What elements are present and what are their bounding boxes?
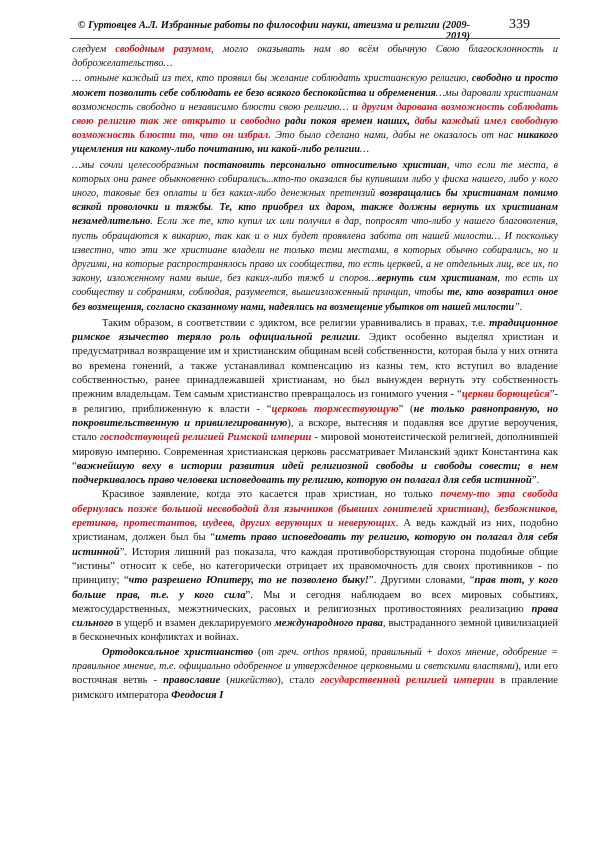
emphasis: международного права bbox=[274, 618, 383, 630]
emphasis: свободно и просто может позволить себе соблюдать ее безо всякого беспокойства и обременения bbox=[72, 73, 558, 99]
emphasis: важнейшую веху в истории развития идей религиозной свободы и свободы совести; в нем подчеркивалось право человека исповедовать ту религию, которую он полагал для себя истинной bbox=[72, 460, 558, 487]
text: …мы сочли целесообразным bbox=[72, 159, 204, 171]
text: … отныне каждый из тех, кто проявил бы желание соблюдать христианскую религию, bbox=[72, 73, 472, 85]
emphasis: те, кто возвратил оное без возмещения, согласно сказанному нами, надеялись на возмещение убытков от нашей милости bbox=[72, 287, 559, 313]
text: , что если те места, в которых они ранее обыкновенно собирались...кто-то оказался бы купившим либо у фиска нашего, либо у кого иного, таковые без оплаты и без каких-либо денежных претензий bbox=[72, 159, 558, 200]
document-body bbox=[72, 43, 558, 703]
highlight: господствующей религией Римской империи bbox=[99, 432, 312, 444]
page-number: 339 bbox=[509, 17, 530, 32]
body-paragraph-3 bbox=[72, 646, 558, 703]
text: . Эдикт особенно выделял христиан и предусматривал возвращение им и христианским общинам всей собственности, которая была у них отнята во времена гонений, а также устанавливал компенсацию из казны тем, кто вступил во владение собственностью, ранее принадлежавшей христианам, но был вынужден вернуть эту собственность прежним владельцам. Тем самым христианство превращалось из гонимого учения - “ bbox=[72, 332, 558, 401]
highlight: церковь торжествующую bbox=[271, 403, 399, 415]
highlight: церкви борющейся bbox=[461, 389, 550, 401]
highlight: и другим дарована возможность соблюдать свою религию так же открыто и свободно bbox=[72, 101, 558, 128]
text: следуем bbox=[72, 44, 116, 55]
text: ”. bbox=[531, 475, 540, 487]
text: ”. Мы и сегодня наблюдаем во всех мировых событиях, межгосударственных, межэтнических, расовых и религиозных противостояниях реализацию bbox=[72, 589, 558, 615]
quote-paragraph-2 bbox=[72, 72, 558, 157]
emphasis: традиционное римское язычество теряло роль официальной религии bbox=[72, 317, 558, 344]
emphasis: православие bbox=[163, 675, 221, 687]
text: …мы даровали христианам возможность свободно и независимо блюсти свою религию… bbox=[72, 87, 559, 113]
emphasis: что разрешено Юпитеру, то не позволено быку! bbox=[128, 575, 369, 587]
definition: от греч. orthos прямой, правильный + doxos мнение, одобрение = правильное мнение, т.е. официально одобренное и утвержденное церковными и светскими властями bbox=[72, 646, 558, 672]
text: ”. История лишний раз показала, что каждая противоборствующая сторона подобные общие “истины” относит к себе, но категорически отрицает их правомочность для своих противников - по принципу; “ bbox=[72, 546, 558, 587]
emphasis: не только равноправную, но покровительственную и привилегированную bbox=[72, 403, 558, 429]
text: в правление римского императора bbox=[72, 675, 558, 701]
highlight: государственной религией империи bbox=[320, 675, 495, 687]
emphasis: права сильного bbox=[72, 603, 558, 630]
text: . Это было сделано нами, дабы не оказалось от нас bbox=[268, 130, 518, 142]
body-paragraph-2 bbox=[72, 488, 558, 645]
text: ”. Другими словами, “ bbox=[368, 575, 475, 587]
text: ), или его восточная ветвь - bbox=[72, 660, 558, 687]
text: ”- в религию, приближенную к власти - “ bbox=[72, 389, 558, 415]
text: ), стало bbox=[277, 675, 321, 687]
quote-paragraph-1 bbox=[72, 43, 558, 71]
highlight: дабы каждый имел свободную возможность блюсти то, что он избрал bbox=[72, 116, 558, 142]
text: , то есть их сообществу и собраниям, соблюдая, разумеется, вышеизложенный принцип, чтобы bbox=[72, 273, 558, 299]
emphasis: Те, кто приобрел их даром, также должны вернуть их христианам незамедлительно bbox=[72, 202, 559, 228]
text: , могло оказывать нам во всём обычную Свою благосклонность и доброжелательство… bbox=[72, 44, 558, 70]
definition: никейство bbox=[229, 675, 278, 687]
text: в ущерб и взамен декларируемого bbox=[113, 618, 275, 630]
emphasis: прав тот, у кого больше прав, т.е. у кого сила bbox=[72, 575, 559, 601]
text: ( bbox=[253, 646, 262, 658]
text: ”. bbox=[514, 301, 523, 313]
emphasis: возвращались бы христианам помимо всякой проволочки и тяжбы bbox=[72, 188, 558, 214]
emphasis: Ортодоксальное христианство bbox=[102, 646, 254, 658]
header-title: © Гуртовцев А.Л. Избранные работы по философии науки, атеизма и религии (2009-2019) bbox=[77, 20, 470, 42]
emphasis: иметь право исповедовать ту религию, которую он полагал для себя истинной bbox=[72, 532, 559, 558]
text: ), а вскоре, вытесняя и подавляя все другие вероучения, стало bbox=[72, 417, 558, 444]
text: Красивое заявление, когда это касается прав христиан, но только bbox=[102, 489, 441, 501]
header-rule bbox=[70, 38, 560, 39]
text: … bbox=[359, 144, 370, 156]
text: ( bbox=[220, 675, 230, 687]
text: , выстраданного земной цивилизацией в бесконечных конфликтах и войнах. bbox=[72, 618, 558, 644]
emphasis: Феодосия I bbox=[171, 689, 224, 701]
page-header bbox=[70, 16, 530, 42]
text: - мировой монотеистической религией, дополнившей мировую империю. Современная христианская церковь рассматривает Миланский эдикт Константина как “ bbox=[72, 432, 558, 472]
quote-paragraph-3 bbox=[72, 159, 558, 315]
text: . bbox=[210, 202, 220, 214]
text: ” ( bbox=[398, 403, 414, 415]
emphasis: вернуть сим христианам bbox=[377, 273, 498, 285]
highlight: почему-то эта свобода обернулась позже большой несвободой для язычников (бывших гонителей христиан), безбожников, еретиков, протестантов, иудеев, других верующих и неверующих bbox=[72, 489, 558, 530]
emphasis: постановить персонально относительно христиан bbox=[203, 159, 447, 171]
highlight: свободным разумом bbox=[115, 44, 212, 55]
text: . Если же те, кто купил их или получил в дар, попросят что-либо у нашего благоволения, пусть обращаются к викарию, так как и о них будет проявлена забота от нашей милости… И поскольку известно, что эти же христиане владели не только теми местами, в которых обычно собирались, но и другими, на которые распространялось право их сообщества, то есть церквей, а не отдельных лиц, все их, по закону, изложенному нами выше, без каких-либо тяжб и споров… bbox=[72, 216, 558, 285]
text: Таким образом, в соответствии с эдиктом, все религии уравнивались в правах, т.е. bbox=[102, 317, 490, 329]
emphasis: никакого ущемления ни какому-либо почитанию, ни какой-либо религии bbox=[72, 130, 559, 156]
body-paragraph-1 bbox=[72, 317, 558, 489]
emphasis: ради покоя времен наших, bbox=[285, 116, 410, 128]
text: . А ведь каждый из них, подобно христианам, должен был бы “ bbox=[72, 518, 558, 544]
